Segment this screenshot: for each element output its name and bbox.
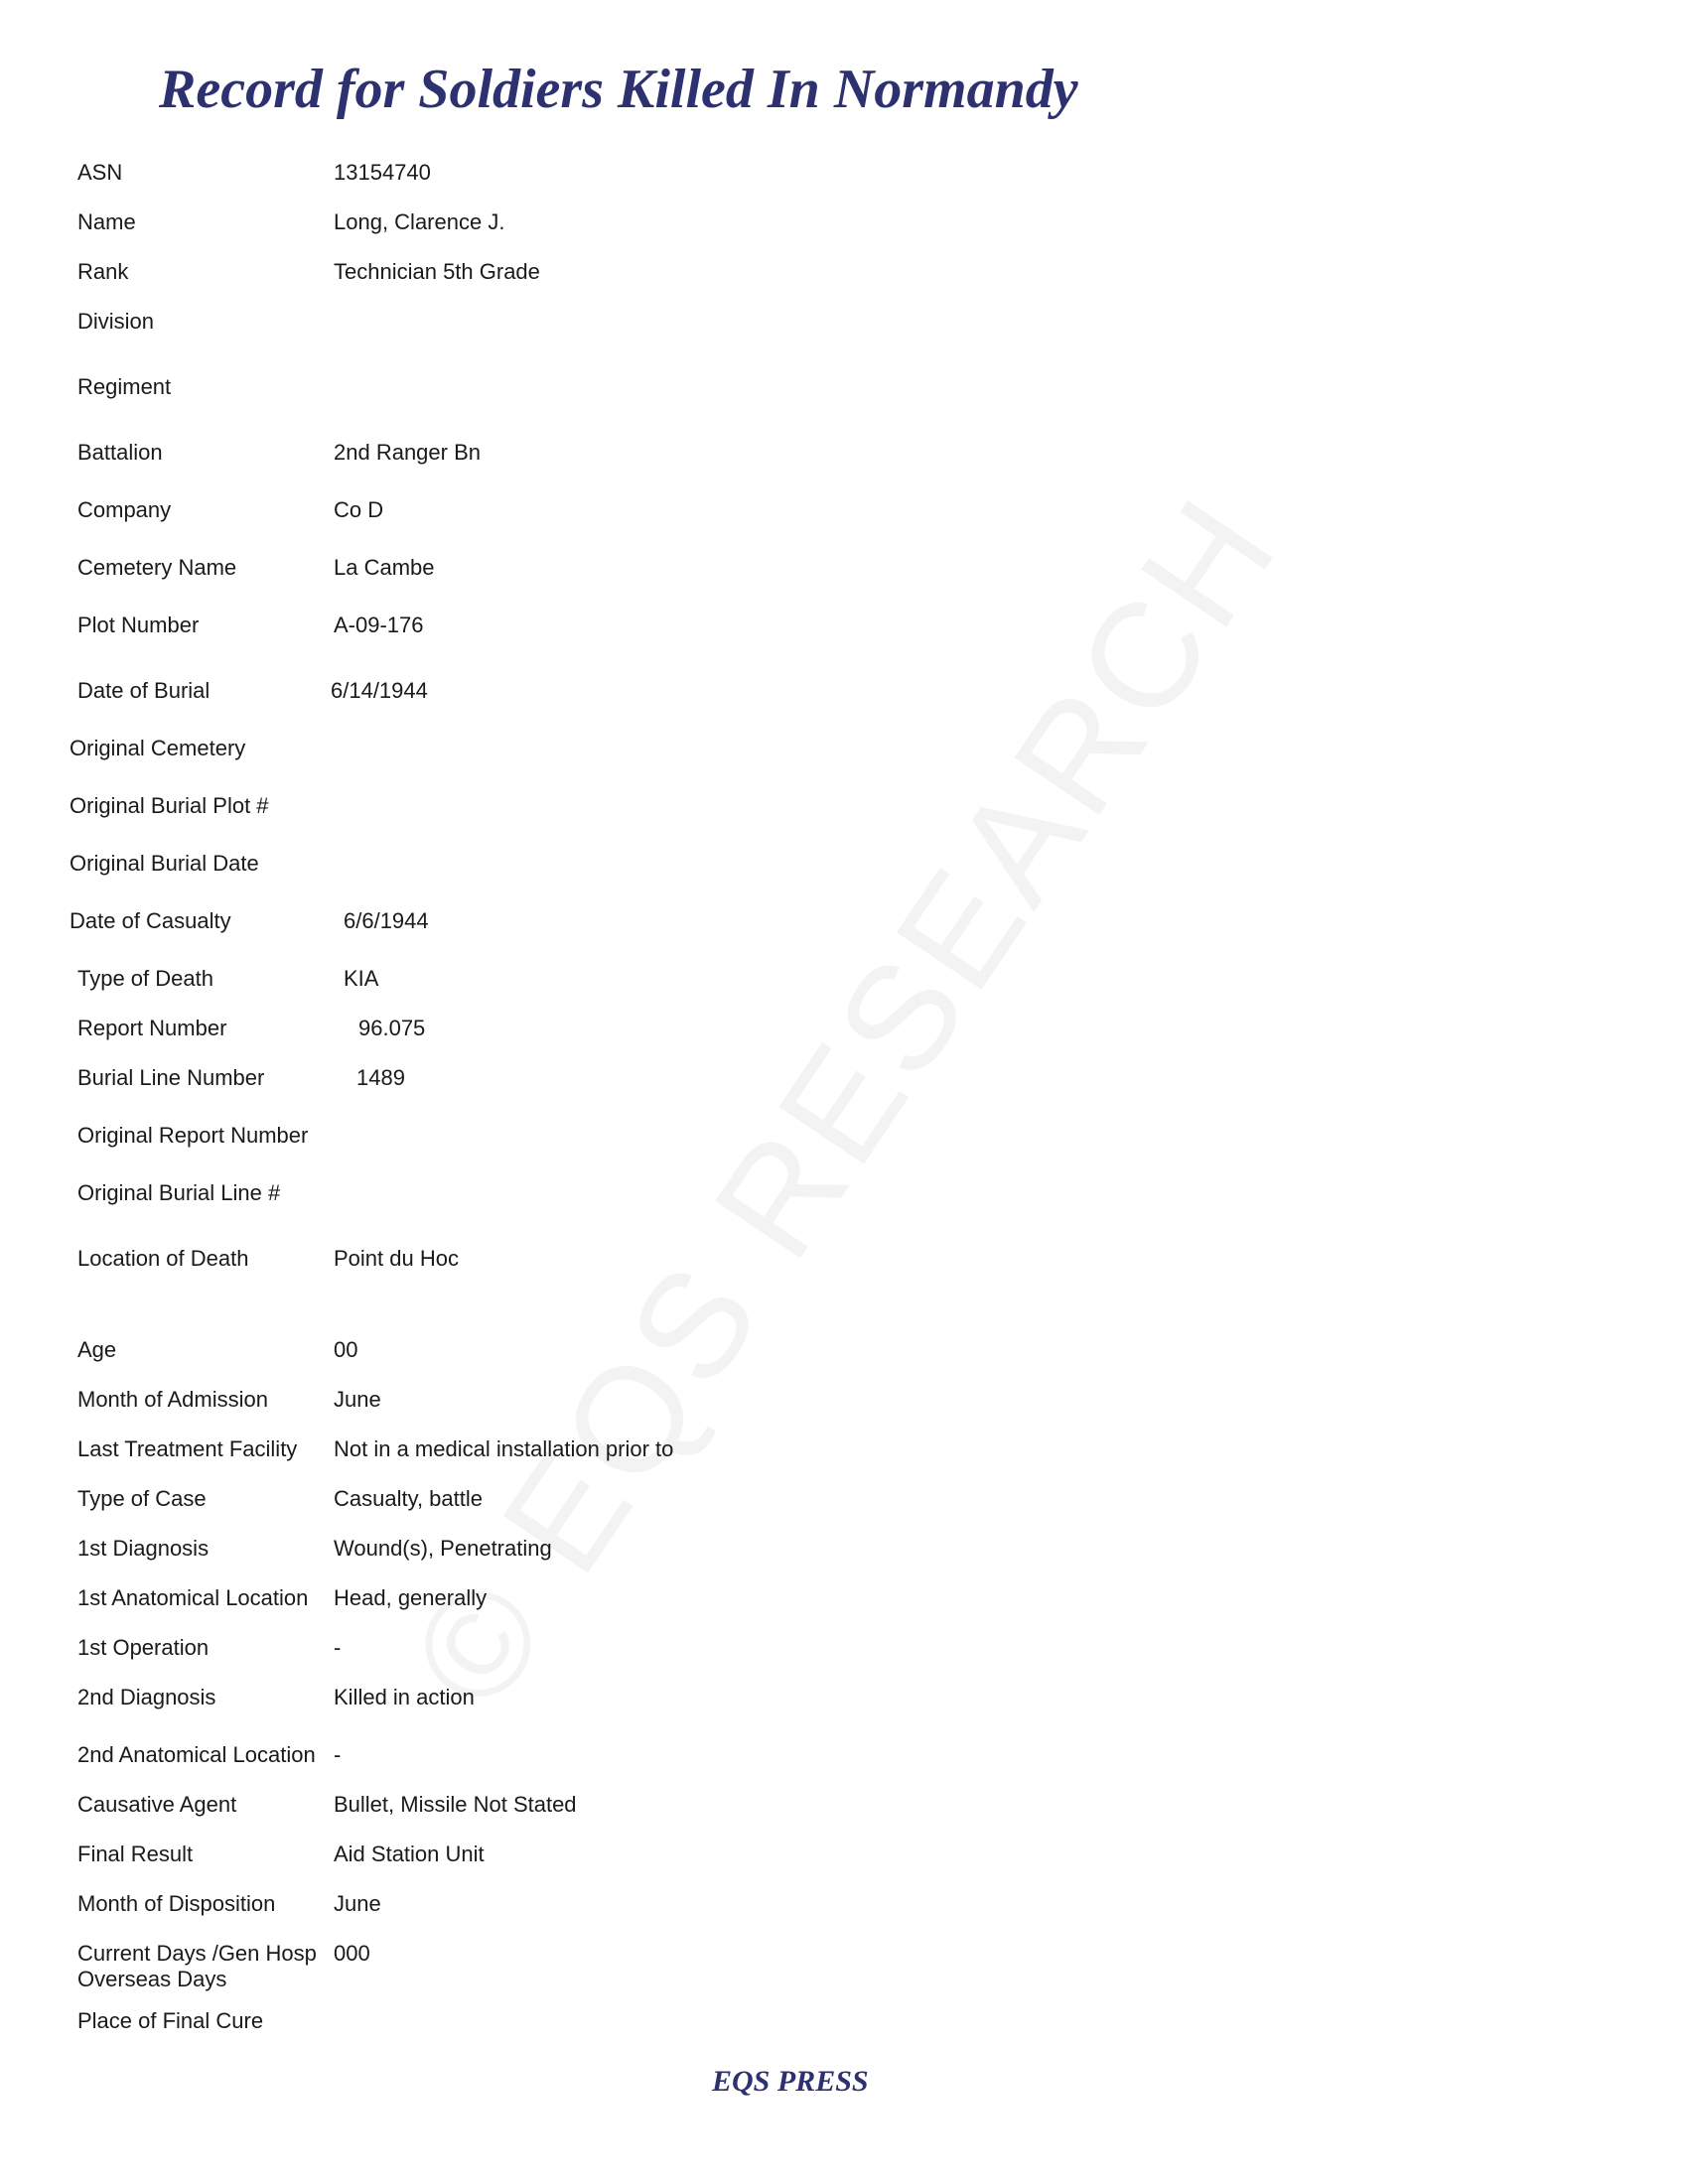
field-value: Wound(s), Penetrating — [334, 1536, 552, 1561]
field-original-burial-date — [70, 851, 1062, 881]
field-value: Long, Clarence J. — [334, 209, 505, 234]
field-value: Point du Hoc — [334, 1246, 459, 1271]
field-label: Last Treatment Facility — [77, 1436, 298, 1461]
field-label: Regiment — [77, 374, 172, 399]
field-final-result — [77, 1842, 1070, 1871]
field-value: 96.075 — [358, 1016, 426, 1040]
field-label: 1st Operation — [77, 1635, 210, 1660]
field-label: Rank — [77, 259, 129, 284]
field-date-of-burial — [77, 678, 1070, 708]
field-label: Name — [77, 209, 136, 234]
field-first-diagnosis — [77, 1536, 1070, 1566]
field-label: Battalion — [77, 440, 163, 465]
field-value: Killed in action — [334, 1685, 475, 1709]
field-location-of-death — [77, 1246, 1070, 1276]
field-label: 1st Anatomical Location — [77, 1585, 309, 1610]
field-label: Place of Final Cure — [77, 2008, 264, 2033]
field-label: Month of Disposition — [77, 1891, 276, 1916]
field-label: Type of Death — [77, 966, 213, 991]
field-label: Date of Burial — [77, 678, 211, 703]
field-original-report-number — [77, 1123, 1070, 1153]
field-burial-line-number — [77, 1065, 1070, 1095]
field-causative-agent — [77, 1792, 1070, 1822]
field-label: Causative Agent — [77, 1792, 237, 1817]
field-label: Plot Number — [77, 613, 200, 637]
field-overseas-days — [77, 1967, 1070, 1996]
field-plot-number — [77, 613, 1070, 642]
field-first-operation — [77, 1635, 1070, 1665]
field-label: 2nd Anatomical Location — [77, 1742, 316, 1767]
field-value: 2nd Ranger Bn — [334, 440, 481, 465]
field-label: Report Number — [77, 1016, 227, 1040]
field-date-of-casualty — [70, 908, 1062, 938]
field-label: 1st Diagnosis — [77, 1536, 210, 1561]
field-value: Aid Station Unit — [334, 1842, 485, 1866]
field-regiment — [77, 374, 1070, 404]
field-rank — [77, 259, 1070, 289]
field-month-of-admission — [77, 1387, 1070, 1417]
field-company — [77, 497, 1070, 527]
field-value: KIA — [344, 966, 379, 991]
field-second-diagnosis — [77, 1685, 1070, 1714]
field-label: Type of Case — [77, 1486, 207, 1511]
field-original-burial-plot — [70, 793, 1062, 823]
field-last-treatment-facility — [77, 1436, 1070, 1466]
field-first-anatomical-location — [77, 1585, 1070, 1615]
field-value: Bullet, Missile Not Stated — [334, 1792, 577, 1817]
document-title: Record for Soldiers Killed In Normandy — [159, 59, 1078, 120]
field-type-of-case — [77, 1486, 1070, 1516]
field-report-number — [77, 1016, 1070, 1045]
field-value: June — [334, 1387, 381, 1412]
field-label: Month of Admission — [77, 1387, 268, 1412]
field-value: 000 — [334, 1941, 370, 1966]
field-label: Burial Line Number — [77, 1065, 265, 1090]
field-label: Original Cemetery — [70, 736, 246, 760]
field-asn — [77, 160, 1070, 190]
field-cemetery-name — [77, 555, 1070, 585]
field-label: 2nd Diagnosis — [77, 1685, 216, 1709]
field-second-anatomical-location — [77, 1742, 1070, 1772]
field-value: - — [334, 1742, 342, 1767]
field-label: Date of Casualty — [70, 908, 231, 933]
field-label: Location of Death — [77, 1246, 249, 1271]
field-place-of-final-cure — [77, 2008, 1070, 2038]
field-value: June — [334, 1891, 381, 1916]
field-month-of-disposition — [77, 1891, 1070, 1921]
field-original-burial-line — [77, 1180, 1070, 1210]
field-label: Original Burial Plot # — [70, 793, 269, 818]
field-battalion — [77, 440, 1070, 470]
field-age — [77, 1337, 1070, 1367]
field-value: 6/14/1944 — [331, 678, 428, 703]
field-label: Original Burial Date — [70, 851, 259, 876]
field-label: Age — [77, 1337, 117, 1362]
field-label: Original Burial Line # — [77, 1180, 281, 1205]
field-value: Casualty, battle — [334, 1486, 484, 1511]
field-value: A-09-176 — [334, 613, 424, 637]
field-label: Division — [77, 309, 155, 334]
field-value: Head, generally — [334, 1585, 488, 1610]
field-label: Cemetery Name — [77, 555, 237, 580]
field-original-cemetery — [70, 736, 1062, 765]
field-value: - — [334, 1635, 342, 1660]
field-value: 1489 — [356, 1065, 405, 1090]
field-division — [77, 309, 1070, 339]
field-value: 00 — [334, 1337, 358, 1362]
field-value: Not in a medical installation prior to — [334, 1436, 674, 1461]
field-label: Current Days /Gen Hosp — [77, 1941, 317, 1966]
field-value: La Cambe — [334, 555, 435, 580]
field-label: Original Report Number — [77, 1123, 309, 1148]
field-label: Company — [77, 497, 172, 522]
field-label: ASN — [77, 160, 123, 185]
field-type-of-death — [77, 966, 1070, 996]
field-label: Final Result — [77, 1842, 194, 1866]
field-name — [77, 209, 1070, 239]
publisher-footer: EQS PRESS — [712, 2065, 869, 2098]
field-value: Co D — [334, 497, 384, 522]
field-label: Overseas Days — [77, 1967, 227, 1991]
field-value: 13154740 — [334, 160, 431, 185]
field-value: 6/6/1944 — [344, 908, 429, 933]
field-value: Technician 5th Grade — [334, 259, 540, 284]
